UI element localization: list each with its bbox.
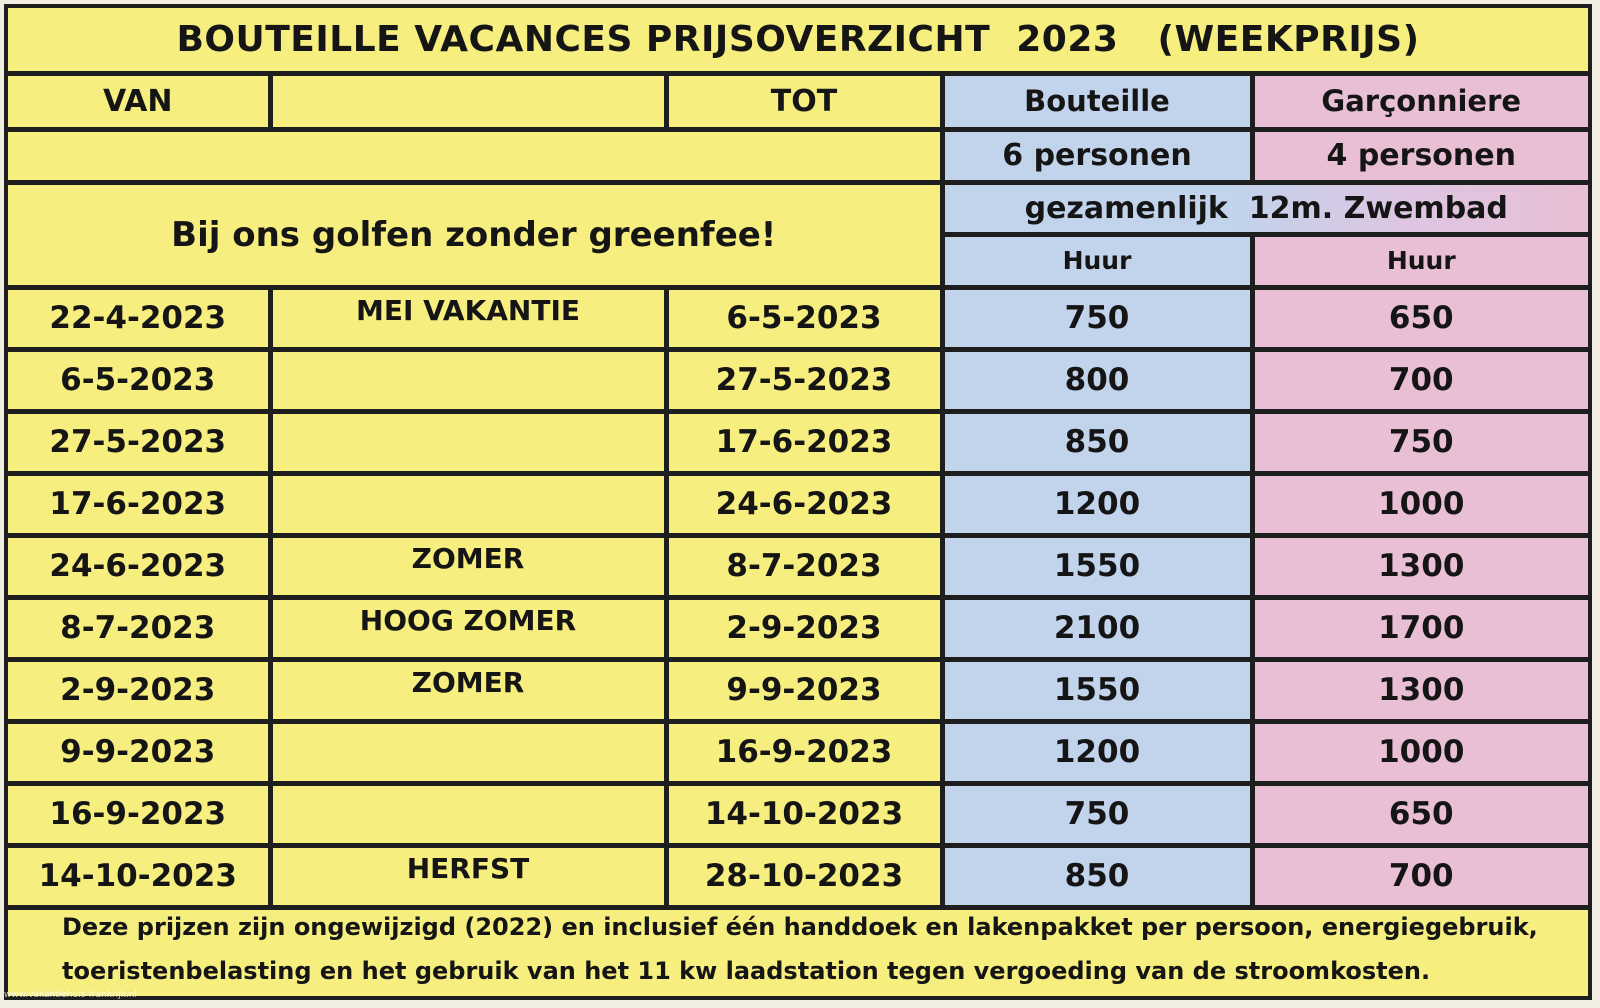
row-bouteille-price: 800 <box>942 349 1252 411</box>
row-van: 14-10-2023 <box>8 845 270 907</box>
row-garconniere-price: 650 <box>1252 287 1588 349</box>
table-row <box>8 349 1588 411</box>
price-sheet <box>4 4 1592 1000</box>
header-season-empty <box>270 76 666 129</box>
row-garconniere-price: 1000 <box>1252 721 1588 783</box>
table-row <box>8 721 1588 783</box>
row-van: 6-5-2023 <box>8 349 270 411</box>
row-garconniere-price: 750 <box>1252 411 1588 473</box>
row-season: MEI VAKANTIE <box>270 287 666 349</box>
header-van: VAN <box>8 76 270 129</box>
row-bouteille-price: 1200 <box>942 721 1252 783</box>
row-garconniere-price: 650 <box>1252 783 1588 845</box>
page-title: BOUTEILLE VACANCES PRIJSOVERZICHT 2023 (WEEKPRIJS) <box>8 8 1588 76</box>
bouteille-persons: 6 personen <box>942 129 1252 182</box>
row-bouteille-price: 750 <box>942 287 1252 349</box>
footer-line-2: toeristenbelasting en het gebruik van het 11 kw laadstation tegen vergoeding van de stroomkosten. <box>62 957 1431 985</box>
garconniere-huur: Huur <box>1252 234 1588 287</box>
header-bouteille: Bouteille <box>942 76 1252 129</box>
row-bouteille-price: 1550 <box>942 535 1252 597</box>
row-garconniere-price: 1700 <box>1252 597 1588 659</box>
golf-slogan: Bij ons golfen zonder greenfee! <box>8 182 942 287</box>
price-table <box>8 76 1588 910</box>
row-van: 24-6-2023 <box>8 535 270 597</box>
row-garconniere-price: 700 <box>1252 349 1588 411</box>
row-garconniere-price: 1300 <box>1252 659 1588 721</box>
row-van: 22-4-2023 <box>8 287 270 349</box>
row-bouteille-price: 750 <box>942 783 1252 845</box>
table-row <box>8 659 1588 721</box>
row-bouteille-price: 850 <box>942 411 1252 473</box>
table-row <box>8 473 1588 535</box>
row-season <box>270 411 666 473</box>
persons-row <box>8 129 1588 182</box>
row-season: HERFST <box>270 845 666 907</box>
header-tot: TOT <box>666 76 942 129</box>
row-season: ZOMER <box>270 535 666 597</box>
table-row <box>8 287 1588 349</box>
table-row <box>8 535 1588 597</box>
row-season <box>270 721 666 783</box>
bouteille-huur: Huur <box>942 234 1252 287</box>
table-row <box>8 783 1588 845</box>
row-bouteille-price: 1550 <box>942 659 1252 721</box>
header-garconniere: Garçonniere <box>1252 76 1588 129</box>
table-row <box>8 411 1588 473</box>
persons-row-empty <box>8 129 942 182</box>
row-tot: 17-6-2023 <box>666 411 942 473</box>
row-tot: 6-5-2023 <box>666 287 942 349</box>
row-van: 17-6-2023 <box>8 473 270 535</box>
row-bouteille-price: 850 <box>942 845 1252 907</box>
row-tot: 16-9-2023 <box>666 721 942 783</box>
footer-line-1: Deze prijzen zijn ongewijzigd (2022) en inclusief één handdoek en lakenpakket per persoon, energiegebruik, <box>62 913 1538 941</box>
row-tot: 14-10-2023 <box>666 783 942 845</box>
watermark: www.vakantiehuis-frankrijk.nl <box>4 990 137 1000</box>
row-van: 2-9-2023 <box>8 659 270 721</box>
row-season <box>270 473 666 535</box>
row-season: HOOG ZOMER <box>270 597 666 659</box>
garconniere-persons: 4 personen <box>1252 129 1588 182</box>
row-van: 16-9-2023 <box>8 783 270 845</box>
row-season: ZOMER <box>270 659 666 721</box>
row-season <box>270 783 666 845</box>
pool-row <box>8 182 1588 234</box>
row-tot: 24-6-2023 <box>666 473 942 535</box>
row-tot: 2-9-2023 <box>666 597 942 659</box>
row-tot: 28-10-2023 <box>666 845 942 907</box>
row-van: 9-9-2023 <box>8 721 270 783</box>
row-season <box>270 349 666 411</box>
row-garconniere-price: 1300 <box>1252 535 1588 597</box>
row-garconniere-price: 700 <box>1252 845 1588 907</box>
row-van: 8-7-2023 <box>8 597 270 659</box>
shared-pool-text: gezamenlijk 12m. Zwembad <box>1024 190 1508 226</box>
row-tot: 9-9-2023 <box>666 659 942 721</box>
row-bouteille-price: 2100 <box>942 597 1252 659</box>
shared-pool-label <box>942 182 1588 234</box>
header-row <box>8 76 1588 129</box>
row-tot: 8-7-2023 <box>666 535 942 597</box>
row-tot: 27-5-2023 <box>666 349 942 411</box>
row-van: 27-5-2023 <box>8 411 270 473</box>
footer-note <box>8 897 1588 996</box>
table-row <box>8 597 1588 659</box>
row-garconniere-price: 1000 <box>1252 473 1588 535</box>
row-bouteille-price: 1200 <box>942 473 1252 535</box>
